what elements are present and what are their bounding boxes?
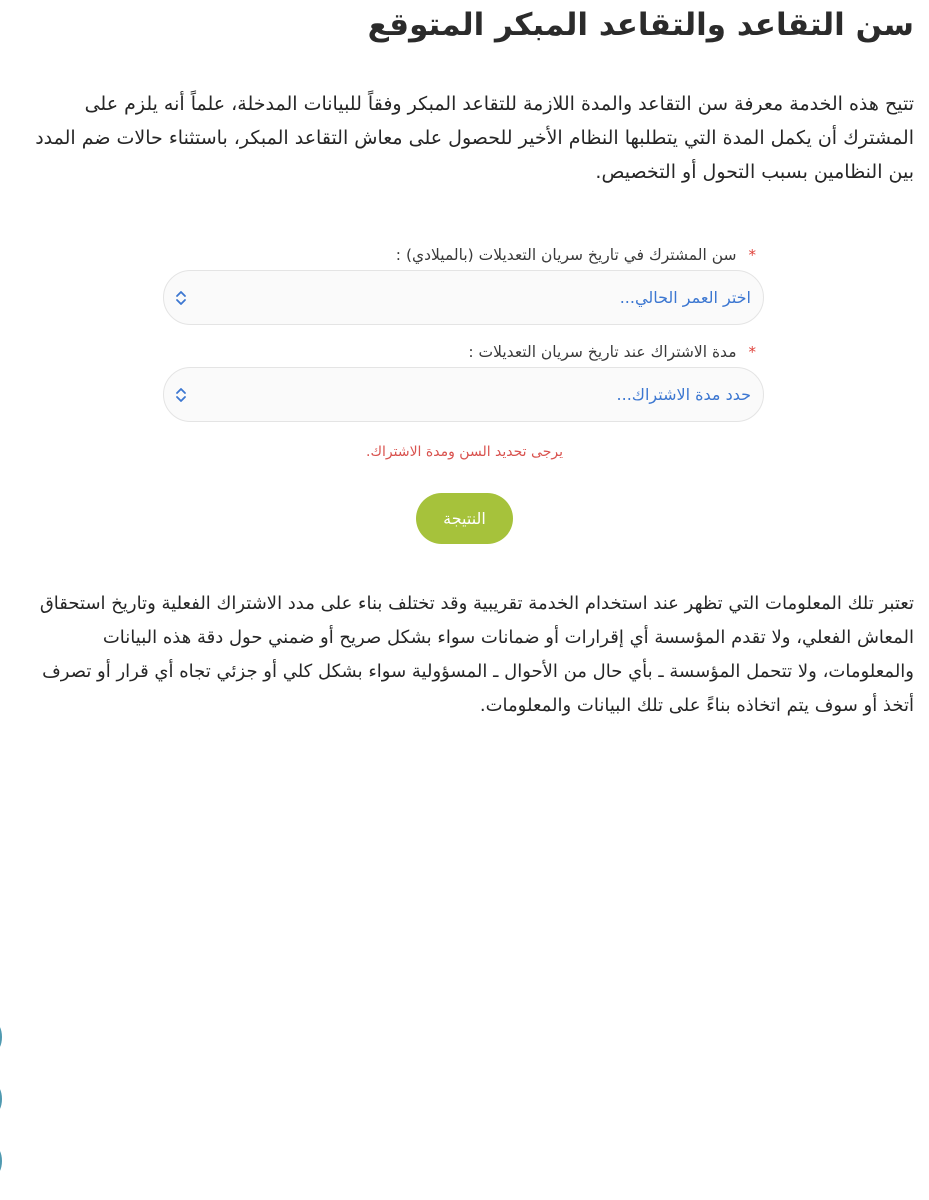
duration-select[interactable]: [163, 367, 764, 422]
age-field-label-row: [163, 240, 764, 270]
intro-text: تتيح هذه الخدمة معرفة سن التقاعد والمدة اللازمة للتقاعد المبكر وفقاً للبيانات المدخلة، علماً أنه يلزم على المشترك أن يكمل المدة التي يتطلبها النظام الأخير للحصول على معاش التقاعد المبكر، باستثناء حالات ضم المدد بين النظامين بسبب التحول أو التخصيص.: [35, 93, 914, 183]
age-select-placeholder: اختر العمر الحالي...: [619, 288, 751, 307]
chevron-up-down-icon: [174, 290, 188, 306]
duration-field-label: مدة الاشتراك عند تاريخ سريان التعديلات :: [468, 343, 737, 361]
duration-select-placeholder: حدد مدة الاشتراك...: [616, 385, 751, 404]
chevron-up-down-icon: [174, 387, 188, 403]
floating-widget-icon[interactable]: [0, 1084, 2, 1114]
result-button[interactable]: النتيجة: [416, 493, 513, 544]
submit-wrapper: [0, 493, 929, 544]
validation-error: يرجى تحديد السن ومدة الاشتراك.: [366, 444, 563, 460]
page-title: سن التقاعد والتقاعد المبكر المتوقع: [367, 7, 914, 43]
disclaimer-text: تعتبر تلك المعلومات التي تظهر عند استخدام الخدمة تقريبية وقد تختلف بناء على مدد الاشتراك الفعلية وتاريخ استحقاق المعاش الفعلي، ولا تقدم المؤسسة أي إقرارات أو ضمانات سواء بشكل صريح أو ضمني حول دقة هذه البيانات والمعلومات، ولا تتحمل المؤسسة ـ بأي حال من الأحوال ـ المسؤولية سواء بشكل كلي أو جزئي تجاه أي قرار أو تصرف أتخذ أو سوف يتم اتخاذه بناءً على تلك البيانات والمعلومات.: [39, 593, 914, 716]
floating-widget-icon[interactable]: [0, 1022, 2, 1052]
required-mark: *: [748, 246, 756, 264]
age-select[interactable]: [163, 270, 764, 325]
floating-widget-icon[interactable]: [0, 1146, 2, 1176]
duration-field-label-row: [163, 337, 764, 367]
age-field-label: سن المشترك في تاريخ سريان التعديلات (بالميلادي) :: [395, 246, 737, 264]
required-mark: *: [748, 343, 756, 361]
retirement-form: [163, 240, 764, 434]
